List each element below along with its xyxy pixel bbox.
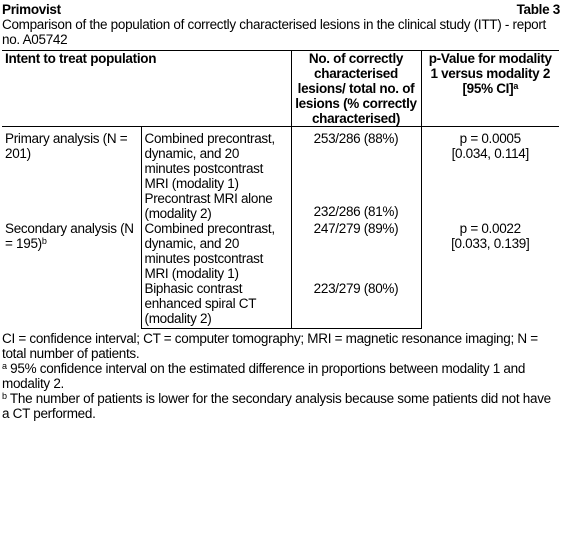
table-label: Table 3 bbox=[516, 2, 560, 17]
results-table bbox=[2, 50, 559, 329]
table-caption: Comparison of the population of correctly characterised lesions in the clinical study (ITT) - report no. A05742 bbox=[2, 17, 547, 47]
p-value: p = 0.0022 bbox=[459, 221, 521, 236]
modality-cell: Combined precontrast, dynamic, and 20 minutes postcontrast MRI (modality 1) bbox=[141, 221, 291, 281]
modality-cell: Biphasic contrast enhanced spiral CT (modality 2) bbox=[141, 281, 291, 329]
footnotes bbox=[2, 331, 560, 421]
footnote-a bbox=[2, 361, 560, 391]
footnote-b-mark: b bbox=[2, 391, 7, 401]
product-name: Primovist bbox=[2, 2, 61, 17]
analysis-label: Primary analysis (N = 201) bbox=[5, 131, 128, 161]
correct-value-cell: 247/279 (89%) bbox=[291, 221, 421, 281]
footnote-a-text: 95% confidence interval on the estimated difference in proportions between modality 1 and modality 2. bbox=[2, 361, 526, 391]
document-header bbox=[2, 2, 560, 17]
pvalue-cell bbox=[421, 221, 559, 329]
table-header-row bbox=[2, 51, 559, 127]
correct-value-cell: 223/279 (80%) bbox=[291, 281, 421, 329]
footnote-a-mark: a bbox=[2, 361, 7, 371]
col-header-pvalue bbox=[421, 51, 559, 127]
modality-cell: Combined precontrast, dynamic, and 20 minutes postcontrast MRI (modality 1) bbox=[141, 127, 291, 192]
correct-value-cell: 232/286 (81%) bbox=[291, 191, 421, 221]
confidence-interval: [0.033, 0.139] bbox=[451, 236, 530, 251]
analysis-cell bbox=[2, 221, 141, 329]
footnote-b-text: The number of patients is lower for the secondary analysis because some patients did not have a CT performed. bbox=[2, 391, 551, 421]
col-header-pvalue-sup: a bbox=[513, 81, 519, 91]
footnote-abbreviations: CI = confidence interval; CT = computer tomography; MRI = magnetic resonance imaging; N = total number of patients. bbox=[2, 331, 538, 361]
confidence-interval: [0.034, 0.114] bbox=[451, 146, 529, 161]
p-value: p = 0.0005 bbox=[459, 131, 521, 146]
col-header-correct: No. of correctly characterised lesions/ total no. of lesions (% correctly characterised) bbox=[291, 51, 421, 127]
footnote-b bbox=[2, 391, 560, 421]
analysis-label: Secondary analysis (N = 195) bbox=[5, 221, 134, 251]
analysis-sup: b bbox=[41, 236, 47, 246]
modality-cell: Precontrast MRI alone (modality 2) bbox=[141, 191, 291, 221]
col-header-population: Intent to treat population bbox=[2, 51, 291, 127]
table-row bbox=[2, 127, 559, 192]
analysis-cell bbox=[2, 127, 141, 222]
table-row bbox=[2, 221, 559, 281]
pvalue-cell bbox=[421, 127, 559, 222]
correct-value-cell: 253/286 (88%) bbox=[291, 127, 421, 192]
col-header-pvalue-text: p-Value for modality 1 versus modality 2 [95% CI] bbox=[428, 51, 552, 96]
